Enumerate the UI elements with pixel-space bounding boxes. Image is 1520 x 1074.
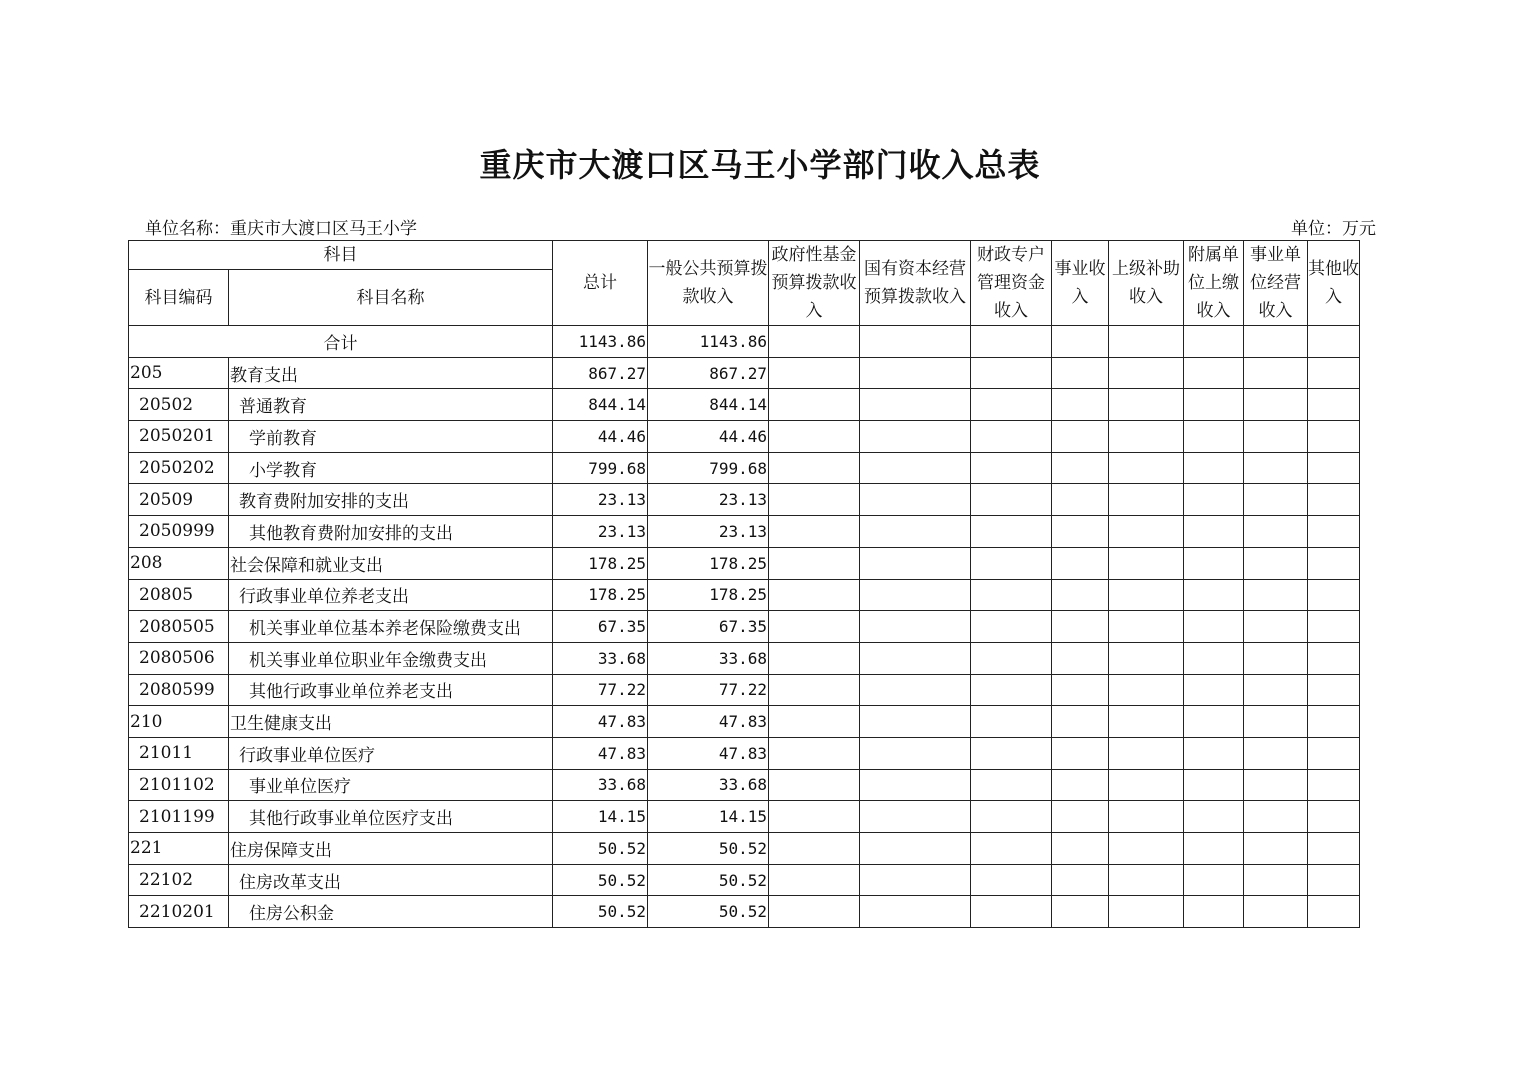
empty-cell [860,579,971,611]
empty-cell [1308,516,1360,548]
empty-cell [769,801,860,833]
empty-cell [860,452,971,484]
header-operating: 事业单位经营收入 [1244,241,1308,326]
header-fiscal-special: 财政专户管理资金收入 [971,241,1052,326]
empty-cell [1052,769,1109,801]
empty-cell [1109,706,1184,738]
row-general-budget: 799.68 [648,452,769,484]
empty-cell [1184,769,1244,801]
table-row [129,801,1360,833]
table-row [129,896,1360,928]
row-total: 47.83 [553,706,648,738]
table-row [129,547,1360,579]
table-row [129,864,1360,896]
empty-cell [1308,642,1360,674]
empty-cell [769,769,860,801]
empty-cell [971,579,1052,611]
row-total: 799.68 [553,452,648,484]
header-gov-fund: 政府性基金预算拨款收入 [769,241,860,326]
empty-cell [769,674,860,706]
empty-cell [1052,452,1109,484]
empty-cell [1184,642,1244,674]
empty-cell [860,769,971,801]
empty-cell [971,389,1052,421]
empty-cell [769,864,860,896]
empty-cell [1184,611,1244,643]
empty-cell [1184,484,1244,516]
table-row [129,421,1360,453]
empty-cell [971,737,1052,769]
empty-cell [1244,389,1308,421]
header-affiliated: 附属单位上缴收入 [1184,241,1244,326]
empty-cell [1308,421,1360,453]
unit-name-label: 单位名称：重庆市大渡口区马王小学 [145,219,417,239]
empty-cell [971,896,1052,928]
table-row [129,579,1360,611]
empty-cell [1184,547,1244,579]
empty-cell [1184,801,1244,833]
row-general-budget: 178.25 [648,547,769,579]
empty-cell [860,389,971,421]
row-total: 23.13 [553,484,648,516]
empty-cell [971,864,1052,896]
empty-cell [860,484,971,516]
empty-cell [971,484,1052,516]
table-row [129,706,1360,738]
table-row [129,611,1360,643]
subject-code: 2050201 [129,421,229,453]
empty-cell [1184,357,1244,389]
empty-cell [1109,896,1184,928]
empty-cell [971,674,1052,706]
empty-cell [1109,737,1184,769]
empty-cell [1109,421,1184,453]
empty-cell [769,547,860,579]
empty-cell [1244,864,1308,896]
row-general-budget: 844.14 [648,389,769,421]
row-total: 50.52 [553,833,648,865]
empty-cell [1184,864,1244,896]
empty-cell [769,579,860,611]
empty-cell [769,452,860,484]
row-total: 77.22 [553,674,648,706]
empty-cell [1308,769,1360,801]
row-general-budget: 67.35 [648,611,769,643]
subject-name: 其他行政事业单位医疗支出 [229,801,553,833]
empty-cell [1052,864,1109,896]
row-general-budget: 33.68 [648,769,769,801]
row-total: 67.35 [553,611,648,643]
row-general-budget: 77.22 [648,674,769,706]
empty-cell [1308,674,1360,706]
row-general-budget: 23.13 [648,516,769,548]
empty-cell [1052,642,1109,674]
subject-code: 20502 [129,389,229,421]
empty-cell [860,547,971,579]
page-title: 重庆市大渡口区马王小学部门收入总表 [479,146,1041,184]
empty-cell [769,357,860,389]
row-general-budget: 33.68 [648,642,769,674]
empty-cell [1308,706,1360,738]
empty-cell [860,896,971,928]
row-total: 50.52 [553,864,648,896]
empty-cell [1184,516,1244,548]
empty-cell [769,421,860,453]
empty-cell [1052,833,1109,865]
subject-name: 教育支出 [229,357,553,389]
empty-cell [1052,421,1109,453]
subject-name: 学前教育 [229,421,553,453]
total-amount: 1143.86 [553,326,648,358]
row-total: 844.14 [553,389,648,421]
subject-name: 卫生健康支出 [229,706,553,738]
empty-cell [1244,547,1308,579]
subject-name: 住房公积金 [229,896,553,928]
row-general-budget: 50.52 [648,896,769,928]
empty-cell [1244,516,1308,548]
empty-cell [860,611,971,643]
header-code: 科目编码 [129,270,229,326]
empty-cell [971,547,1052,579]
empty-cell [1052,801,1109,833]
subject-name: 社会保障和就业支出 [229,547,553,579]
total-general-amount: 1143.86 [648,326,769,358]
empty-cell [1052,737,1109,769]
empty-cell [1184,389,1244,421]
row-total: 44.46 [553,421,648,453]
empty-cell [769,833,860,865]
subject-code: 2080506 [129,642,229,674]
subject-name: 住房改革支出 [229,864,553,896]
empty-cell [1244,769,1308,801]
subject-name: 行政事业单位医疗 [229,737,553,769]
empty-cell [1308,896,1360,928]
subject-name: 行政事业单位养老支出 [229,579,553,611]
row-general-budget: 47.83 [648,737,769,769]
empty-cell [971,801,1052,833]
subject-code: 21011 [129,737,229,769]
subject-code: 2101102 [129,769,229,801]
subject-code: 20805 [129,579,229,611]
table-row [129,737,1360,769]
row-total: 47.83 [553,737,648,769]
empty-cell [1052,611,1109,643]
total-row [129,326,1360,358]
empty-cell [1052,516,1109,548]
subject-code: 205 [129,357,229,389]
empty-cell [1109,357,1184,389]
subject-code: 2080599 [129,674,229,706]
row-total: 178.25 [553,547,648,579]
empty-cell [1308,737,1360,769]
header-business: 事业收入 [1052,241,1109,326]
table-row [129,516,1360,548]
subject-code: 2210201 [129,896,229,928]
header-subject: 科目 [129,241,553,270]
empty-cell [1244,642,1308,674]
empty-cell [769,484,860,516]
subject-name: 机关事业单位职业年金缴费支出 [229,642,553,674]
empty-cell [1184,421,1244,453]
empty-cell [1308,452,1360,484]
header-state-capital: 国有资本经营预算拨款收入 [860,241,971,326]
table-row [129,452,1360,484]
row-general-budget: 50.52 [648,833,769,865]
header-other: 其他收入 [1308,241,1360,326]
header-general-budget: 一般公共预算拨款收入 [648,241,769,326]
header-name: 科目名称 [229,270,553,326]
empty-cell [1109,516,1184,548]
subject-code: 20509 [129,484,229,516]
empty-cell [860,737,971,769]
empty-cell [769,896,860,928]
subject-code: 2050999 [129,516,229,548]
subject-code: 221 [129,833,229,865]
row-total: 14.15 [553,801,648,833]
empty-cell [1109,389,1184,421]
empty-cell [971,642,1052,674]
empty-cell [1109,642,1184,674]
empty-cell [1244,801,1308,833]
empty-cell [1308,801,1360,833]
empty-cell [1308,547,1360,579]
empty-cell [860,833,971,865]
empty-cell [1244,611,1308,643]
row-general-budget: 50.52 [648,864,769,896]
empty-cell [769,642,860,674]
row-general-budget: 47.83 [648,706,769,738]
empty-cell [769,516,860,548]
empty-cell [971,611,1052,643]
empty-cell [1184,706,1244,738]
header-total: 总计 [553,241,648,326]
empty-cell [1184,674,1244,706]
subject-name: 机关事业单位基本养老保险缴费支出 [229,611,553,643]
row-total: 23.13 [553,516,648,548]
empty-cell [1052,706,1109,738]
empty-cell [1109,611,1184,643]
empty-cell [860,357,971,389]
empty-cell [1052,579,1109,611]
empty-cell [1109,769,1184,801]
empty-cell [1184,579,1244,611]
empty-cell [1308,357,1360,389]
subject-name: 其他教育费附加安排的支出 [229,516,553,548]
empty-cell [971,421,1052,453]
empty-cell [971,769,1052,801]
empty-cell [1244,484,1308,516]
empty-cell [1109,547,1184,579]
empty-cell [860,674,971,706]
empty-cell [1244,737,1308,769]
empty-cell [1308,611,1360,643]
empty-cell [1308,484,1360,516]
empty-cell [860,801,971,833]
empty-cell [1244,357,1308,389]
row-general-budget: 23.13 [648,484,769,516]
subject-code: 2080505 [129,611,229,643]
subject-name: 事业单位医疗 [229,769,553,801]
empty-cell [1109,579,1184,611]
row-total: 33.68 [553,769,648,801]
empty-cell [860,642,971,674]
row-general-budget: 14.15 [648,801,769,833]
empty-cell [1244,452,1308,484]
empty-cell [1109,674,1184,706]
income-summary-table [128,240,1360,928]
empty-cell [1244,896,1308,928]
empty-cell [1244,833,1308,865]
row-total: 50.52 [553,896,648,928]
empty-cell [1052,674,1109,706]
empty-cell [1109,833,1184,865]
empty-cell [1052,484,1109,516]
header-superior-subsidy: 上级补助收入 [1109,241,1184,326]
empty-cell [860,516,971,548]
subject-name: 教育费附加安排的支出 [229,484,553,516]
subject-code: 208 [129,547,229,579]
empty-cell [1308,864,1360,896]
table-row [129,833,1360,865]
empty-cell [1308,833,1360,865]
row-general-budget: 178.25 [648,579,769,611]
subject-code: 2101199 [129,801,229,833]
empty-cell [1244,421,1308,453]
empty-cell [971,452,1052,484]
empty-cell [769,737,860,769]
row-total: 867.27 [553,357,648,389]
empty-cell [1308,579,1360,611]
empty-cell [1109,864,1184,896]
empty-cell [1052,357,1109,389]
row-total: 33.68 [553,642,648,674]
empty-cell [971,833,1052,865]
empty-cell [971,357,1052,389]
subject-code: 22102 [129,864,229,896]
empty-cell [1052,896,1109,928]
empty-cell [769,389,860,421]
empty-cell [1184,737,1244,769]
subject-code: 210 [129,706,229,738]
table-row [129,769,1360,801]
empty-cell [1052,389,1109,421]
empty-cell [1184,452,1244,484]
empty-cell [1244,579,1308,611]
table-row [129,642,1360,674]
subject-name: 普通教育 [229,389,553,421]
row-total: 178.25 [553,579,648,611]
empty-cell [971,516,1052,548]
empty-cell [769,611,860,643]
empty-cell [860,706,971,738]
table-row [129,357,1360,389]
subject-name: 住房保障支出 [229,833,553,865]
empty-cell [860,864,971,896]
empty-cell [1184,833,1244,865]
table-row [129,389,1360,421]
row-general-budget: 44.46 [648,421,769,453]
empty-cell [1244,674,1308,706]
empty-cell [1109,484,1184,516]
empty-cell [1308,389,1360,421]
empty-cell [860,421,971,453]
empty-cell [1109,452,1184,484]
table-row [129,484,1360,516]
empty-cell [1052,547,1109,579]
currency-unit-label: 单位：万元 [1291,219,1376,239]
subject-code: 2050202 [129,452,229,484]
row-general-budget: 867.27 [648,357,769,389]
empty-cell [1244,706,1308,738]
empty-cell [769,706,860,738]
total-label: 合计 [129,326,553,358]
subject-name: 小学教育 [229,452,553,484]
empty-cell [971,706,1052,738]
empty-cell [1109,801,1184,833]
table-row [129,674,1360,706]
subject-name: 其他行政事业单位养老支出 [229,674,553,706]
empty-cell [1184,896,1244,928]
